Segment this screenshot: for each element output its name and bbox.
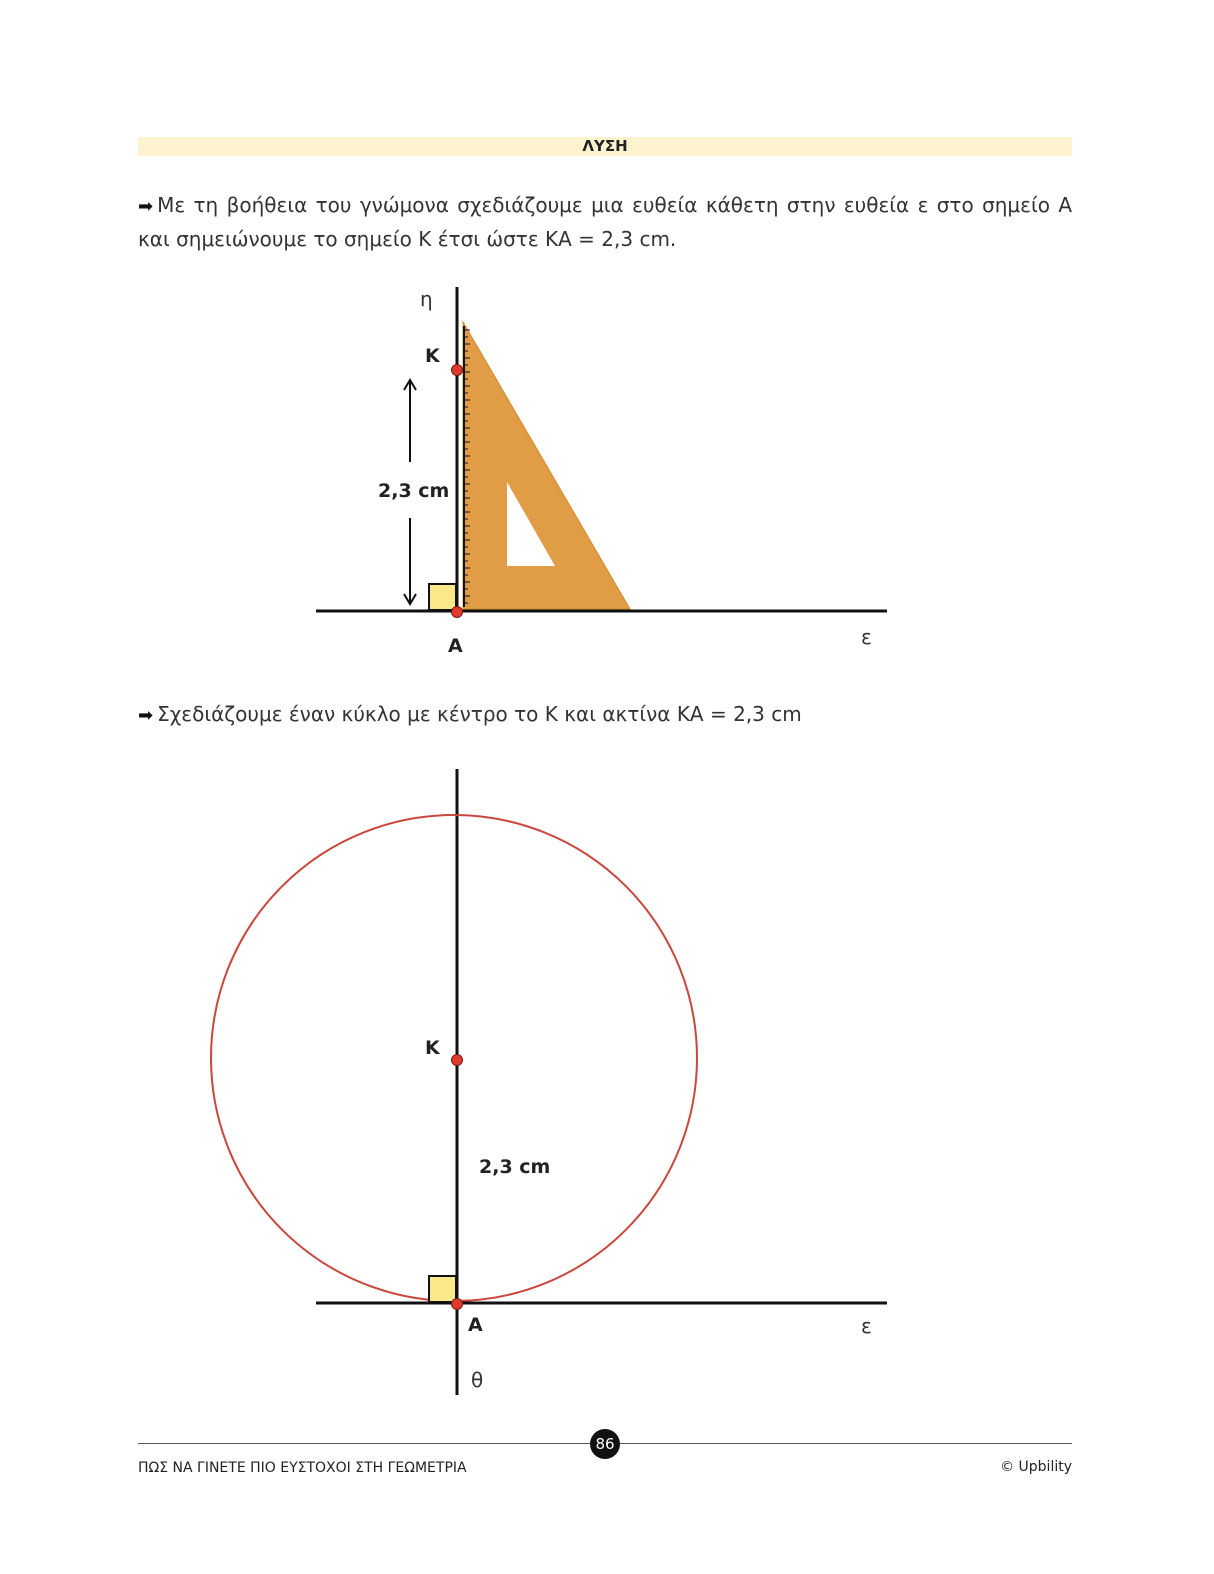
point-k-marker (452, 1055, 463, 1066)
label-measure: 2,3 cm (378, 480, 450, 502)
point-a-marker (452, 1299, 463, 1310)
label-theta: θ (471, 1368, 484, 1392)
arrow-bullet-icon: ➡ (138, 705, 154, 726)
right-angle-marker (429, 1276, 456, 1302)
label-eta: η (420, 287, 433, 311)
label-measure: 2,3 cm (479, 1156, 551, 1178)
page-number-badge: 86 (590, 1429, 620, 1459)
step-1-text: Με τη βοήθεια του γνώμονα σχεδιάζουμε μια ευθεία κάθετη στην ευθεία ε στο σημείο Α και σημειώνουμε το σημείο Κ έτσι ώστε ΚΑ = 2,3 cm. (138, 193, 1072, 251)
arrow-bullet-icon: ➡ (138, 196, 154, 217)
label-point-a: A (448, 635, 463, 657)
solution-title: ΛΥΣΗ (582, 137, 628, 155)
footer-book-title: ΠΩΣ ΝΑ ΓΙΝΕΤΕ ΠΙΟ ΕΥΣΤΟΧΟΙ ΣΤΗ ΓΕΩΜΕΤΡΙΑ (138, 1460, 467, 1476)
footer-copyright: © Upbility (1000, 1459, 1072, 1475)
label-epsilon: ε (861, 625, 872, 649)
step-2-text: Σχεδιάζουμε έναν κύκλο με κέντρο το Κ και ακτίνα ΚΑ = 2,3 cm (157, 702, 802, 726)
label-point-k: K (425, 345, 440, 367)
label-epsilon: ε (861, 1314, 872, 1338)
label-point-k: K (425, 1037, 440, 1059)
label-point-a: A (468, 1314, 483, 1336)
